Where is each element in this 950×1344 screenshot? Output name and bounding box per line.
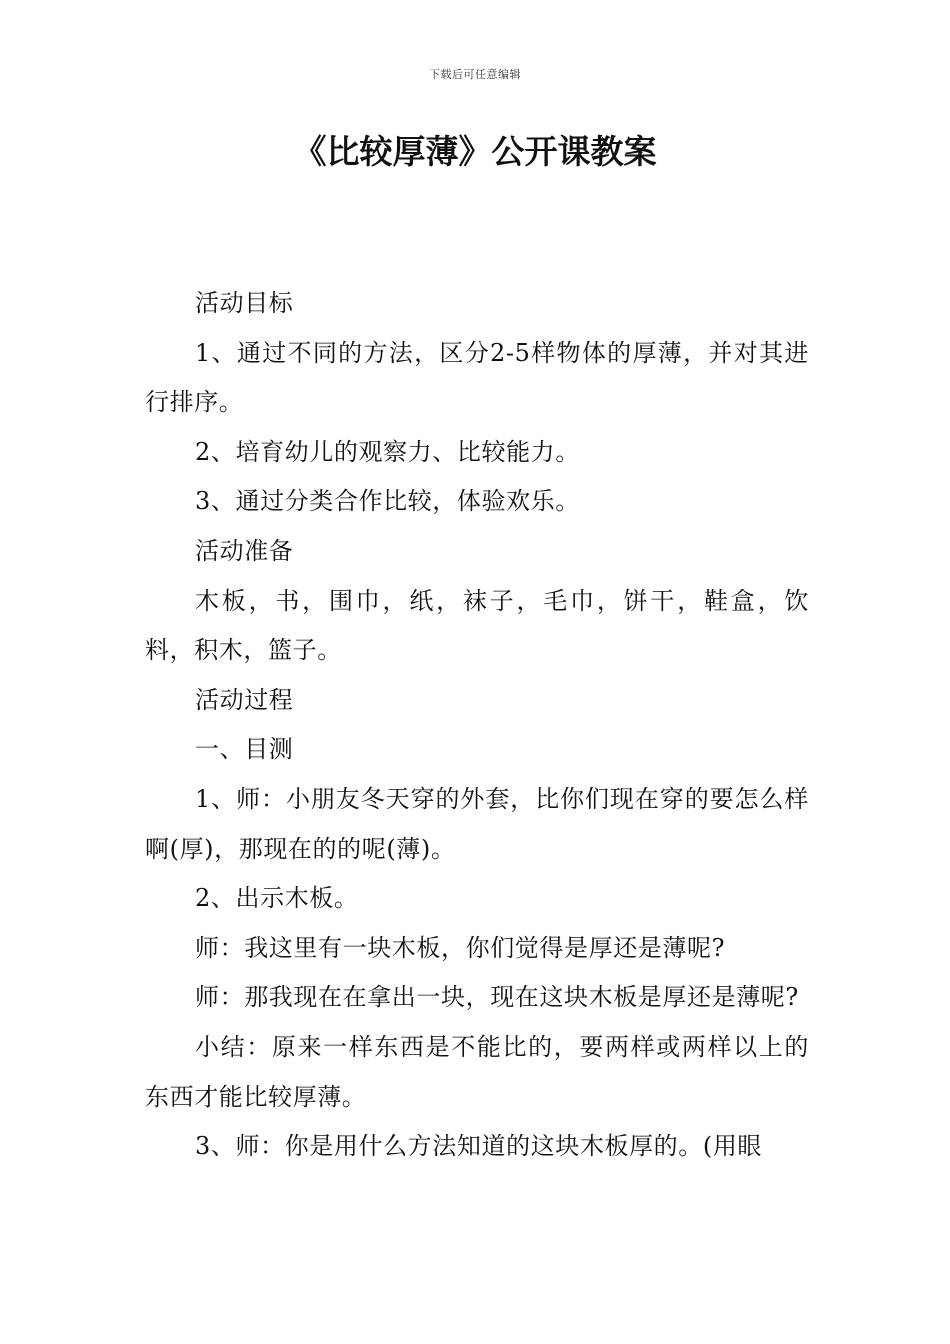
materials-list: 木板，书，围巾，纸，袜子，毛巾，饼干，鞋盒，饮料，积木，篮子。 <box>145 586 809 665</box>
teacher-line-2: 师：那我现在在拿出一块，现在这块木板是厚还是薄呢? <box>195 983 799 1012</box>
process-step-3: 3、师：你是用什么方法知道的这块木板厚的。(用眼 <box>195 1132 763 1161</box>
subsection-heading-visual: 一、目测 <box>195 735 294 764</box>
summary-paragraph: 小结：原来一样东西是不能比的，要两样或两样以上的东西才能比较厚薄。 <box>145 1032 809 1111</box>
teacher-line-1: 师：我这里有一块木板，你们觉得是厚还是薄呢? <box>195 933 726 962</box>
goal-item-2: 2、培育幼儿的观察力、比较能力。 <box>195 437 580 466</box>
goal-item-3: 3、通过分类合作比较，体验欢乐。 <box>195 487 580 516</box>
goal-item-1: 1、通过不同的方法，区分2-5样物体的厚薄，并对其进行排序。 <box>145 338 809 417</box>
process-step-1: 1、师：小朋友冬天穿的外套，比你们现在穿的要怎么样啊(厚)，那现在的的呢(薄)。 <box>145 784 809 863</box>
section-heading-preparation: 活动准备 <box>195 536 294 565</box>
section-heading-goals: 活动目标 <box>195 289 294 317</box>
process-step-2: 2、出示木板。 <box>195 884 359 913</box>
document-title: 《比较厚薄》公开课教案 <box>293 132 657 171</box>
document-body <box>145 279 809 1172</box>
header-note: 下载后可任意编辑 <box>429 68 521 81</box>
section-heading-process: 活动过程 <box>195 685 294 714</box>
